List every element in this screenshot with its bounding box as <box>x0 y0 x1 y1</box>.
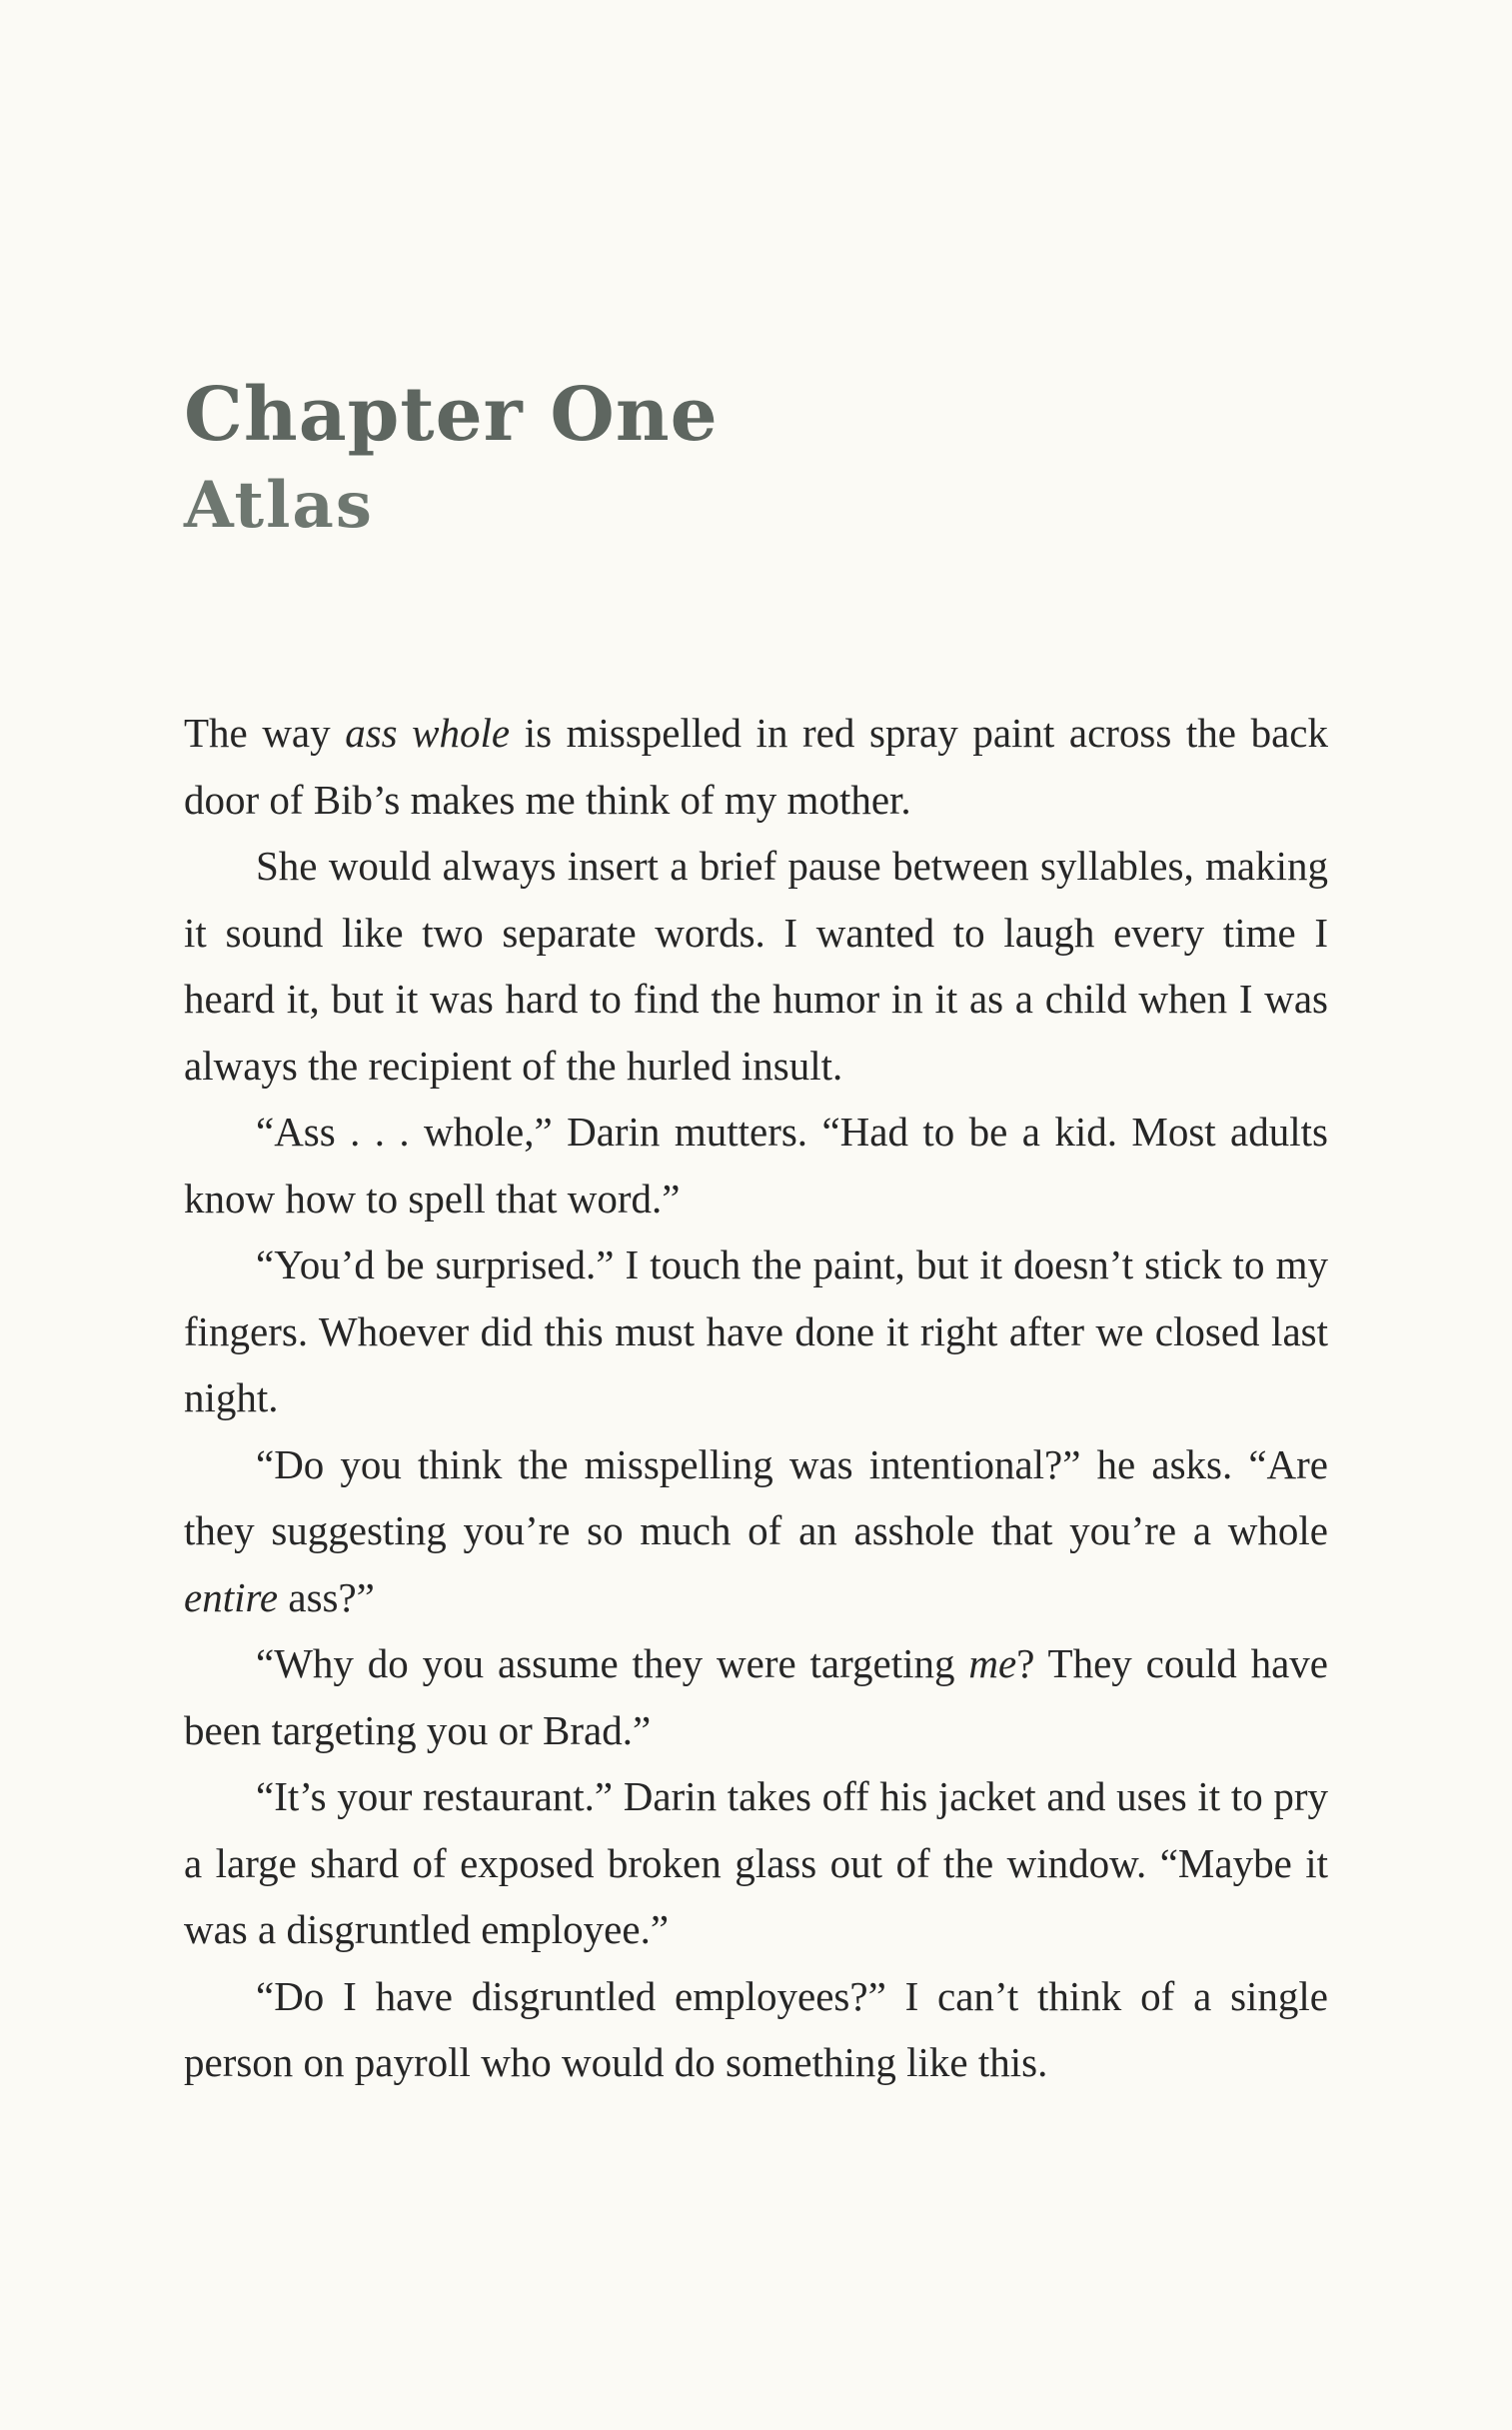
paragraph <box>184 833 1328 1099</box>
text-run: She would always insert a brief pause between syllables, making it sound like two separate words. I wanted to laugh every time I heard it, but it was hard to find the humor in it as a child when I was always the recipient of the hurled insult. <box>184 843 1328 1089</box>
paragraph <box>184 1099 1328 1231</box>
text-run: The way <box>184 710 346 756</box>
text-run: ? They could have been targeting you or Brad.” <box>184 1640 1329 1753</box>
paragraph <box>184 1431 1328 1631</box>
italic-text: entire <box>184 1573 279 1620</box>
text-run: is misspelled in red spray paint across the back door of Bib’s makes me think of my mother. <box>184 710 1328 823</box>
text-run: “Do you think the misspelling was intentional?” he asks. “Are they suggesting you’re so much of an asshole that you’re a whole <box>184 1440 1328 1553</box>
chapter-body <box>184 700 1328 2096</box>
text-run: “Ass . . . whole,” Darin mutters. “Had to be a kid. Most adults know how to spell that word.” <box>184 1109 1328 1221</box>
paragraph <box>184 1763 1328 1963</box>
text-run: ass?” <box>278 1573 375 1620</box>
chapter-heading <box>184 372 719 543</box>
paragraph <box>184 1963 1328 2096</box>
text-run: “It’s your restaurant.” Darin takes off his jacket and uses it to pry a large shard of exposed broken glass out of the window. “Maybe it was a disgruntled employee.” <box>184 1773 1328 1952</box>
paragraph <box>184 700 1328 833</box>
chapter-title: Chapter One <box>184 372 719 458</box>
text-run: “You’d be surprised.” I touch the paint, but it doesn’t stick to my fingers. Whoever did this must have done it right after we closed last night. <box>184 1241 1328 1420</box>
italic-text: ass whole <box>345 710 511 756</box>
paragraph <box>184 1231 1328 1431</box>
italic-text: me <box>968 1640 1017 1686</box>
text-run: “Do I have disgruntled employees?” I can’t think of a single person on payroll who would do something like this. <box>184 1972 1328 2085</box>
text-run: “Why do you assume they were targeting <box>256 1640 969 1686</box>
paragraph <box>184 1630 1328 1763</box>
chapter-subtitle: Atlas <box>184 468 374 543</box>
